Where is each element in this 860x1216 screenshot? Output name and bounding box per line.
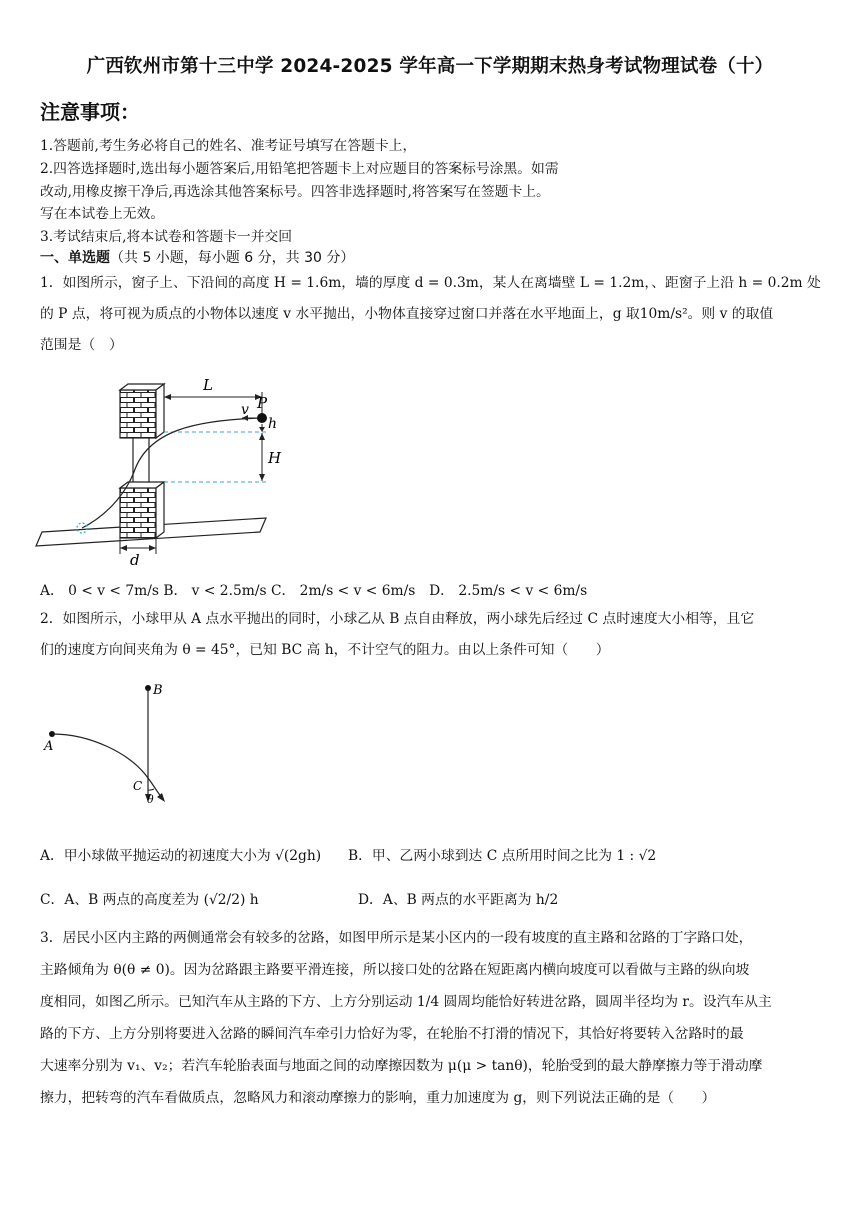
label-h: h bbox=[268, 416, 278, 432]
label-d: d bbox=[130, 551, 140, 569]
question-1-text bbox=[40, 268, 822, 361]
label-v: v bbox=[241, 402, 249, 418]
q2-figure bbox=[40, 678, 180, 810]
notice-line: 写在本试卷上无效。 bbox=[40, 206, 165, 222]
q1-figure bbox=[36, 372, 282, 572]
q3-line: 大速率分别为 v₁、v₂；若汽车轮胎表面与地面之间的动摩擦因数为 μ(μ > tanθ)，轮胎受到的最大静摩擦力等于滑动摩 bbox=[40, 1058, 763, 1074]
q2-option-a: A．甲小球做平抛运动的初速度大小为 √(2gh) bbox=[40, 848, 322, 864]
label-H: H bbox=[268, 449, 282, 467]
exam-title: 广西钦州市第十三中学 2024-2025 学年高一下学期期末热身考试物理试卷（十） bbox=[86, 56, 774, 77]
label-P: P bbox=[257, 394, 268, 412]
notice-line: 改动,用橡皮擦干净后,再选涂其他答案标号。四答非选择题时,将答案写在签题卡上。 bbox=[40, 184, 550, 200]
label-A: A bbox=[44, 739, 54, 754]
q3-line: 3．居民小区内主路的两侧通常会有较多的岔路，如图甲所示是某小区内的一段有坡度的直主路和岔路的丁字路口处， bbox=[40, 930, 753, 946]
trajectory bbox=[82, 418, 262, 528]
point-P bbox=[257, 413, 267, 423]
trajectory-A bbox=[52, 734, 162, 798]
label-B: B bbox=[153, 683, 163, 698]
section-heading bbox=[40, 247, 354, 267]
q1-options: A． 0 < v < 7m/s B． v < 2.5m/s C． 2m/s < v < 6m/s D． 2.5m/s < v < 6m/s bbox=[40, 583, 588, 599]
q1-line: 的 P 点，将可视为质点的小物体以速度 v 水平抛出，小物体直接穿过窗口并落在水平地面上，g 取10m/s²。则 v 的取值 bbox=[40, 306, 774, 322]
q2-option-b: B．甲、乙两小球到达 C 点所用时间之比为 1 : √2 bbox=[348, 848, 657, 864]
q2-line: 2．如图所示，小球甲从 A 点水平抛出的同时，小球乙从 B 点自由释放，两小球先后经过 C 点时速度大小相等，且它 bbox=[40, 611, 755, 627]
section-label: 一、单选题 bbox=[40, 250, 110, 266]
q3-line: 擦力，把转弯的汽车看做质点，忽略风力和滚动摩擦力的影响，重力加速度为 g，则下列说法正确的是（ ） bbox=[40, 1090, 716, 1106]
notice-line: 3.考试结束后,将本试卷和答题卡一并交回 bbox=[40, 229, 293, 245]
upper-wall bbox=[120, 390, 156, 438]
q3-line: 主路倾角为 θ(θ ≠ 0)。因为岔路跟主路要平滑连接，所以接口处的岔路在短距离内横向坡度可以看做与主路的纵向坡 bbox=[40, 962, 750, 978]
notice-line: 1.答题前,考生务必将自己的姓名、准考证号填写在答题卡上， bbox=[40, 138, 417, 154]
q2-option-c: C．A、B 两点的高度差为 (√2/2) h bbox=[40, 892, 259, 908]
q2-line: 们的速度方向间夹角为 θ = 45°，已知 BC 高 h，不计空气的阻力。由以上条件可知（ ） bbox=[40, 642, 610, 658]
question-3-text bbox=[40, 922, 822, 1114]
notice-heading: 注意事项： bbox=[40, 100, 140, 124]
q3-line: 度相同，如图乙所示。已知汽车从主路的下方、上方分别运动 1/4 圆周均能恰好转进岔路，圆周半径均为 r。设汽车从主 bbox=[40, 994, 772, 1010]
q1-line: 1．如图所示，窗子上、下沿间的高度 H = 1.6m，墙的厚度 d = 0.3m，某人在离墙壁 L = 1.2m，、距窗子上沿 h = 0.2m 处 bbox=[40, 275, 821, 291]
label-C: C bbox=[133, 779, 143, 793]
label-theta: θ bbox=[147, 793, 154, 806]
q2-option-d: D．A、B 两点的水平距离为 h/2 bbox=[358, 892, 559, 908]
lower-wall bbox=[120, 488, 156, 538]
q1-line: 范围是（ ） bbox=[40, 337, 123, 353]
label-L: L bbox=[203, 376, 213, 394]
q3-line: 路的下方、上方分别将要进入岔路的瞬间汽车牵引力恰好为零，在轮胎不打滑的情况下，其恰好将要转入岔路时的最 bbox=[40, 1026, 744, 1042]
section-info: （共 5 小题，每小题 6 分，共 30 分） bbox=[110, 250, 355, 266]
notice-line: 2.四答选择题时,选出每小题答案后,用铅笔把答题卡上对应题目的答案标号涂黑。如需 bbox=[40, 161, 559, 177]
question-2-text bbox=[40, 604, 822, 666]
